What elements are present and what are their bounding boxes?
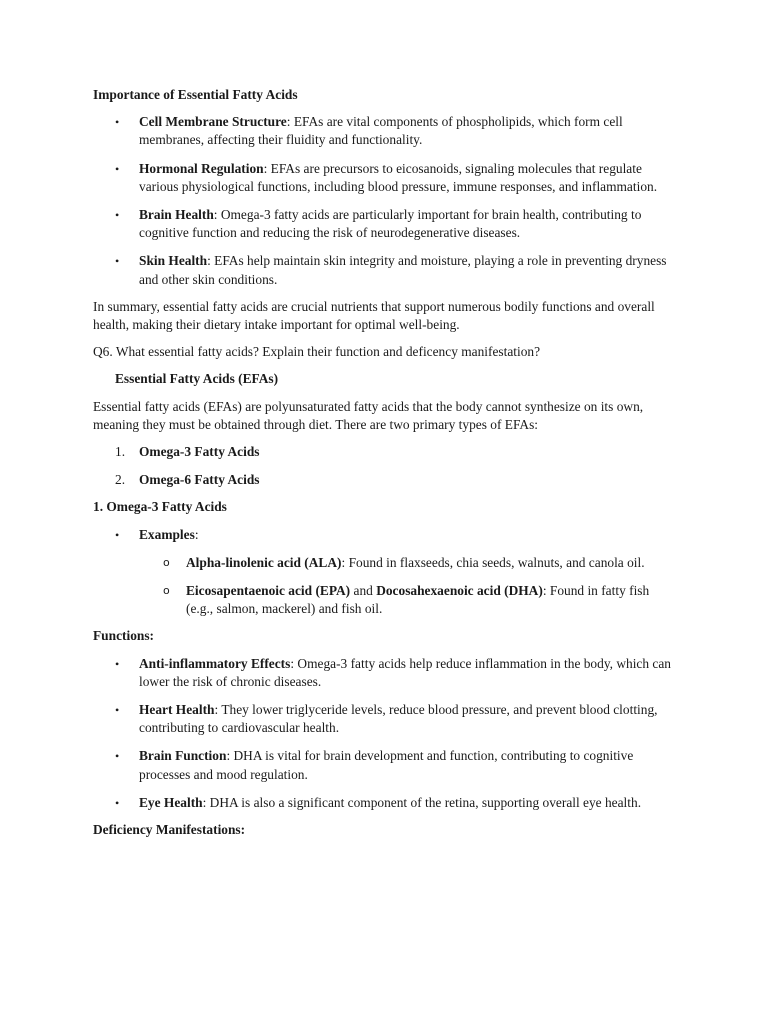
bullet-icon: • <box>115 254 120 269</box>
efa-intro: Essential fatty acids (EFAs) are polyunsaturated fatty acids that the body cannot synthesize on its own, meaning they must be obtained through diet. There are two primary types of EFAs: <box>93 398 644 432</box>
bullet-icon: • <box>115 115 120 130</box>
list-item <box>93 526 678 544</box>
list-item <box>93 701 678 737</box>
examples-label: Examples <box>139 526 195 542</box>
item-label: Skin Health <box>139 253 208 269</box>
bullet-icon: • <box>115 749 120 764</box>
functions-list <box>93 655 678 812</box>
list-item <box>93 113 678 149</box>
circle-bullet-icon: o <box>163 555 170 569</box>
document-page <box>93 86 678 839</box>
item-label: Heart Health <box>139 702 215 718</box>
question-text: Q6. What essential fatty acids? Explain their function and deficency manifestation? <box>93 344 541 360</box>
importance-heading: Importance of Essential Fatty Acids <box>93 87 298 102</box>
item-label: Cell Membrane Structure <box>139 114 287 130</box>
item-label: Eicosapentaenoic acid (EPA) <box>186 583 351 599</box>
list-item <box>93 443 678 461</box>
item-label: Brain Health <box>139 207 214 223</box>
item-label: Alpha-linolenic acid (ALA) <box>186 554 342 570</box>
summary-paragraph: In summary, essential fatty acids are crucial nutrients that support numerous bodily functions and overall health, making their dietary intake important for optimal well-being. <box>93 298 655 333</box>
list-number: 1. <box>115 444 126 460</box>
item-text: and <box>350 583 377 599</box>
efa-heading: Essential Fatty Acids (EFAs) <box>115 371 279 387</box>
examples-colon: : <box>194 526 199 542</box>
item-label: Hormonal Regulation <box>139 160 264 176</box>
list-item <box>93 747 678 783</box>
item-label: Brain Function <box>139 748 227 764</box>
sub-list-item <box>93 554 678 572</box>
list-item <box>93 794 678 812</box>
bullet-icon: • <box>115 795 120 810</box>
list-item <box>93 655 678 691</box>
item-text: : EFAs help maintain skin integrity and moisture, playing a role in preventing dryness and other skin conditions. <box>139 253 667 287</box>
list-item <box>93 471 678 489</box>
item-label: Eye Health <box>139 794 203 810</box>
item-text: : They lower triglyceride levels, reduce blood pressure, and prevent blood clotting, contributing to cardiovascular health. <box>139 702 658 736</box>
bullet-icon: • <box>115 656 120 671</box>
item-text: : Found in flaxseeds, chia seeds, walnuts, and canola oil. <box>341 554 645 570</box>
item-label: Docosahexaenoic acid (DHA) <box>376 583 543 599</box>
list-item <box>93 206 678 242</box>
item-text: : EFAs are precursors to eicosanoids, signaling molecules that regulate various physiological functions, including blood pressure, immune responses, and inflammation. <box>139 160 658 194</box>
item-text: : Found in fatty fish (e.g., salmon, mackerel) and fish oil. <box>186 583 650 617</box>
deficiency-heading: Deficiency Manifestations: <box>93 822 246 838</box>
list-item <box>93 252 678 288</box>
circle-bullet-icon: o <box>163 584 170 598</box>
functions-heading: Functions: <box>93 628 155 644</box>
list-item <box>93 160 678 196</box>
bullet-icon: • <box>115 161 120 176</box>
item-text: : DHA is also a significant component of the retina, supporting overall eye health. <box>202 794 642 810</box>
bullet-icon: • <box>115 703 120 718</box>
item-label: Omega-3 Fatty Acids <box>139 444 260 460</box>
item-label: Omega-6 Fatty Acids <box>139 472 260 488</box>
sub-list-item <box>93 582 678 618</box>
item-text: : Omega-3 fatty acids help reduce inflammation in the body, which can lower the risk of chronic diseases. <box>139 655 671 689</box>
bullet-icon: • <box>115 208 120 223</box>
item-text: : EFAs are vital components of phospholipids, which form cell membranes, affecting their fluidity and functionality. <box>139 114 623 148</box>
item-label: Anti-inflammatory Effects <box>139 655 291 671</box>
importance-list <box>93 113 678 289</box>
list-number: 2. <box>115 472 126 488</box>
omega3-heading: 1. Omega-3 Fatty Acids <box>93 499 227 515</box>
item-text: : Omega-3 fatty acids are particularly important for brain health, contributing to cognitive function and reducing the risk of neurodegenerative diseases. <box>139 207 642 241</box>
efa-types-list <box>93 443 678 489</box>
item-text: : DHA is vital for brain development and function, contributing to cognitive processes and mood regulation. <box>139 748 634 782</box>
bullet-icon: • <box>115 527 120 542</box>
